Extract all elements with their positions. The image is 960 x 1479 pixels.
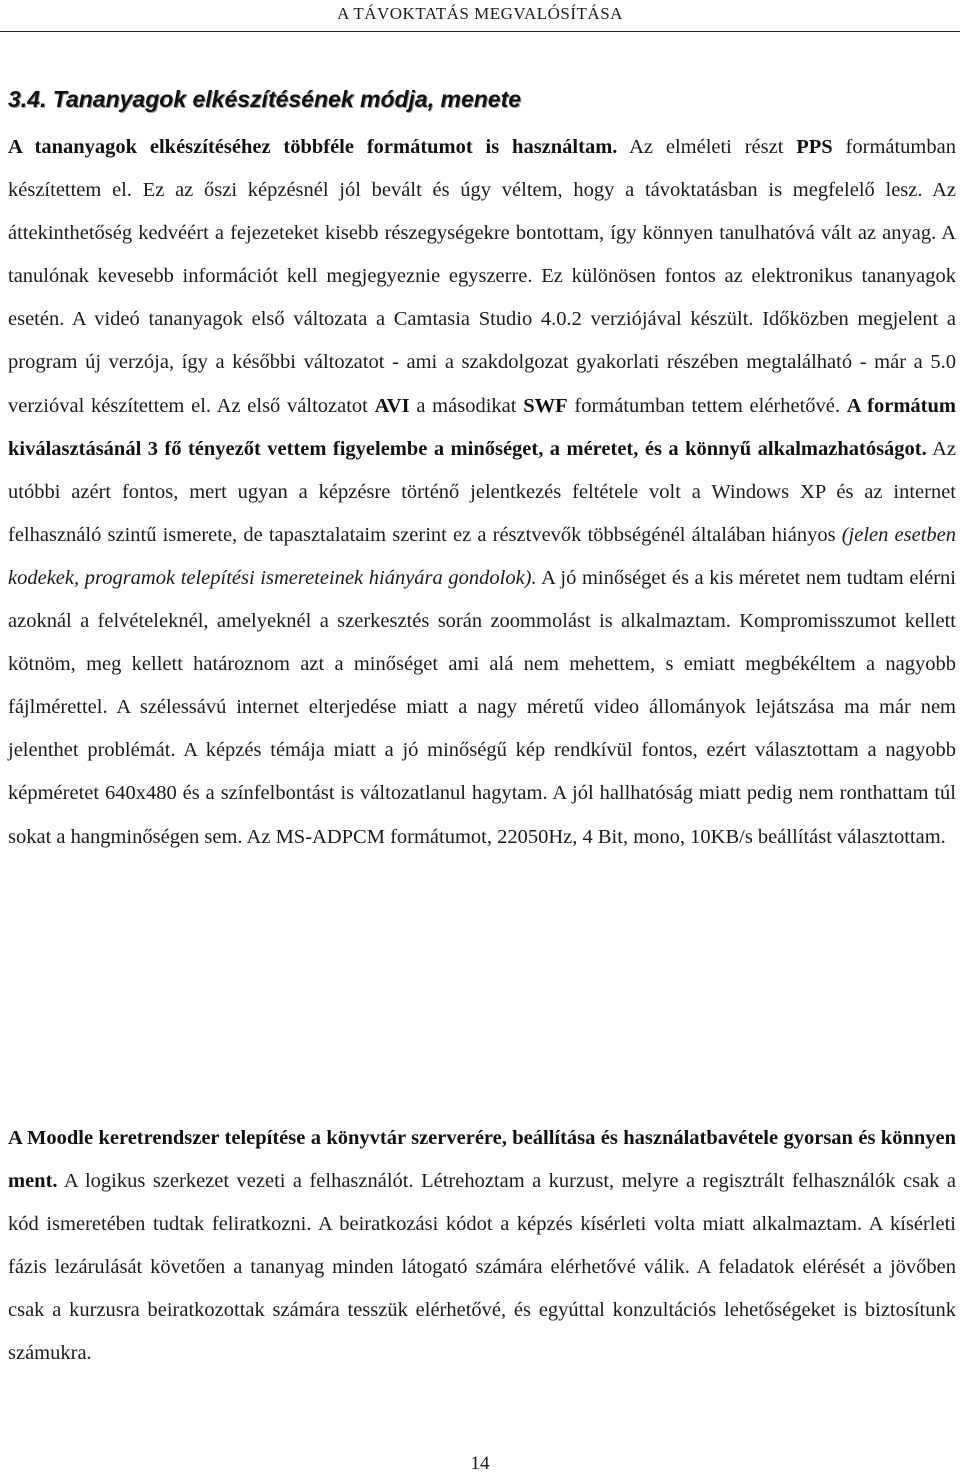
page-number: 14 <box>470 1453 490 1474</box>
body-text: Az utóbbi azért fontos, mert ugyan a képzésre történő jelentkezés feltétele volt a Windows XP és az internet felhasználó szintű ismerete, de tapasztalataim szerint ez a résztvevők többségénél általában hiányos <box>8 437 956 546</box>
section-title: 3.4. Tananyagok elkészítésének módja, menete <box>8 86 522 112</box>
bold-moodle-sentence: A Moodle keretrendszer telepítése a könyvtár szerverére, beállítása és használatbavétele gyorsan és könnyen ment. <box>8 1127 956 1193</box>
bold-key-factors-sentence: A formátum kiválasztásánál 3 fő tényezőt vettem figyelembe a minőséget, a méretet, és a könnyű alkalmazhatóságot. <box>8 394 956 460</box>
body-text: formátumban tettem elérhetővé. <box>567 394 847 417</box>
bold-format-avi: AVI <box>374 394 410 417</box>
header-divider <box>0 31 960 32</box>
body-text: A jó minőséget és a kis méretet nem tudtam elérni azoknál a felvételeknél, amelyeknél a szerkesztés során zoommolást is alkalmaztam. Kompromisszumot kellett kötnöm, meg kellett határoznom azt a minőséget ami alá nem mehettem, s emiatt megbékéltem a nagyobb fájlmérettel. A szélessávú internet elterjedése miatt a nagy méretű video állományok lejátszása ma már nem jelenthet problémát. A képzés témája miatt a jó minőségű kép rendkívül fontos, ezért választottam a nagyobb képméretet 640x480 és a színfelbontást is változatlanul hagytam. A jól hallhatóság miatt pedig nem ronthattam túl sokat a hangminőségen sem. Az MS-ADPCM formátumot, 22050Hz, 4 Bit, mono, 10KB/s beállítást választottam. <box>8 566 956 848</box>
bold-format-swf: SWF <box>523 394 568 417</box>
body-text: Az elméleti részt <box>617 136 797 158</box>
body-text: a másodikat <box>409 394 524 417</box>
body-paragraph-formats <box>8 126 956 859</box>
bold-format-pps: PPS <box>796 136 833 158</box>
running-header: A TÁVOKTATÁS MEGVALÓSÍTÁSA <box>337 4 623 23</box>
bold-intro-sentence: A tananyagok elkészítéséhez többféle formátumot is használtam. <box>8 136 618 158</box>
italic-aside: (jelen esetben kodekek, programok telepítési ismereteinek hiányára gondolok). <box>8 523 956 589</box>
body-paragraph-moodle <box>8 1117 956 1376</box>
body-text: formátumban készítettem el. Ez az őszi képzésnél jól bevált és úgy véltem, hogy a távoktatásban is megfelelő lesz. Az áttekinthetőség kedvéért a fejezeteket kisebb részegységekre bontottam, így könnyen tanulhatóvá vált az anyag. A tanulónak kevesebb információt kell megjegyeznie egyszerre. Ez különösen fontos az elektronikus tananyagok esetén. A videó tananyagok első változata a Camtasia Studio 4.0.2 verziójával készült. Időközben megjelent a program új verzója, így a későbbi változatot - ami a szakdolgozat gyakorlati részében megtalálható - már a 5.0 verzióval készítettem el. Az első változatot <box>8 136 956 417</box>
body-text: A logikus szerkezet vezeti a felhasználót. Létrehoztam a kurzust, melyre a regisztrált felhasználók csak a kód ismeretében tudtak feliratkozni. A beiratkozási kódot a képzés kísérleti volta miatt alkalmaztam. A kísérleti fázis lezárulását követően a tananyag minden látogató számára elérhetővé válik. A feladatok elérését a jövőben csak a kurzusra beiratkozottak számára tesszük elérhetővé, és egyúttal konzultációs lehetőségeket is biztosítunk számukra. <box>8 1170 956 1365</box>
